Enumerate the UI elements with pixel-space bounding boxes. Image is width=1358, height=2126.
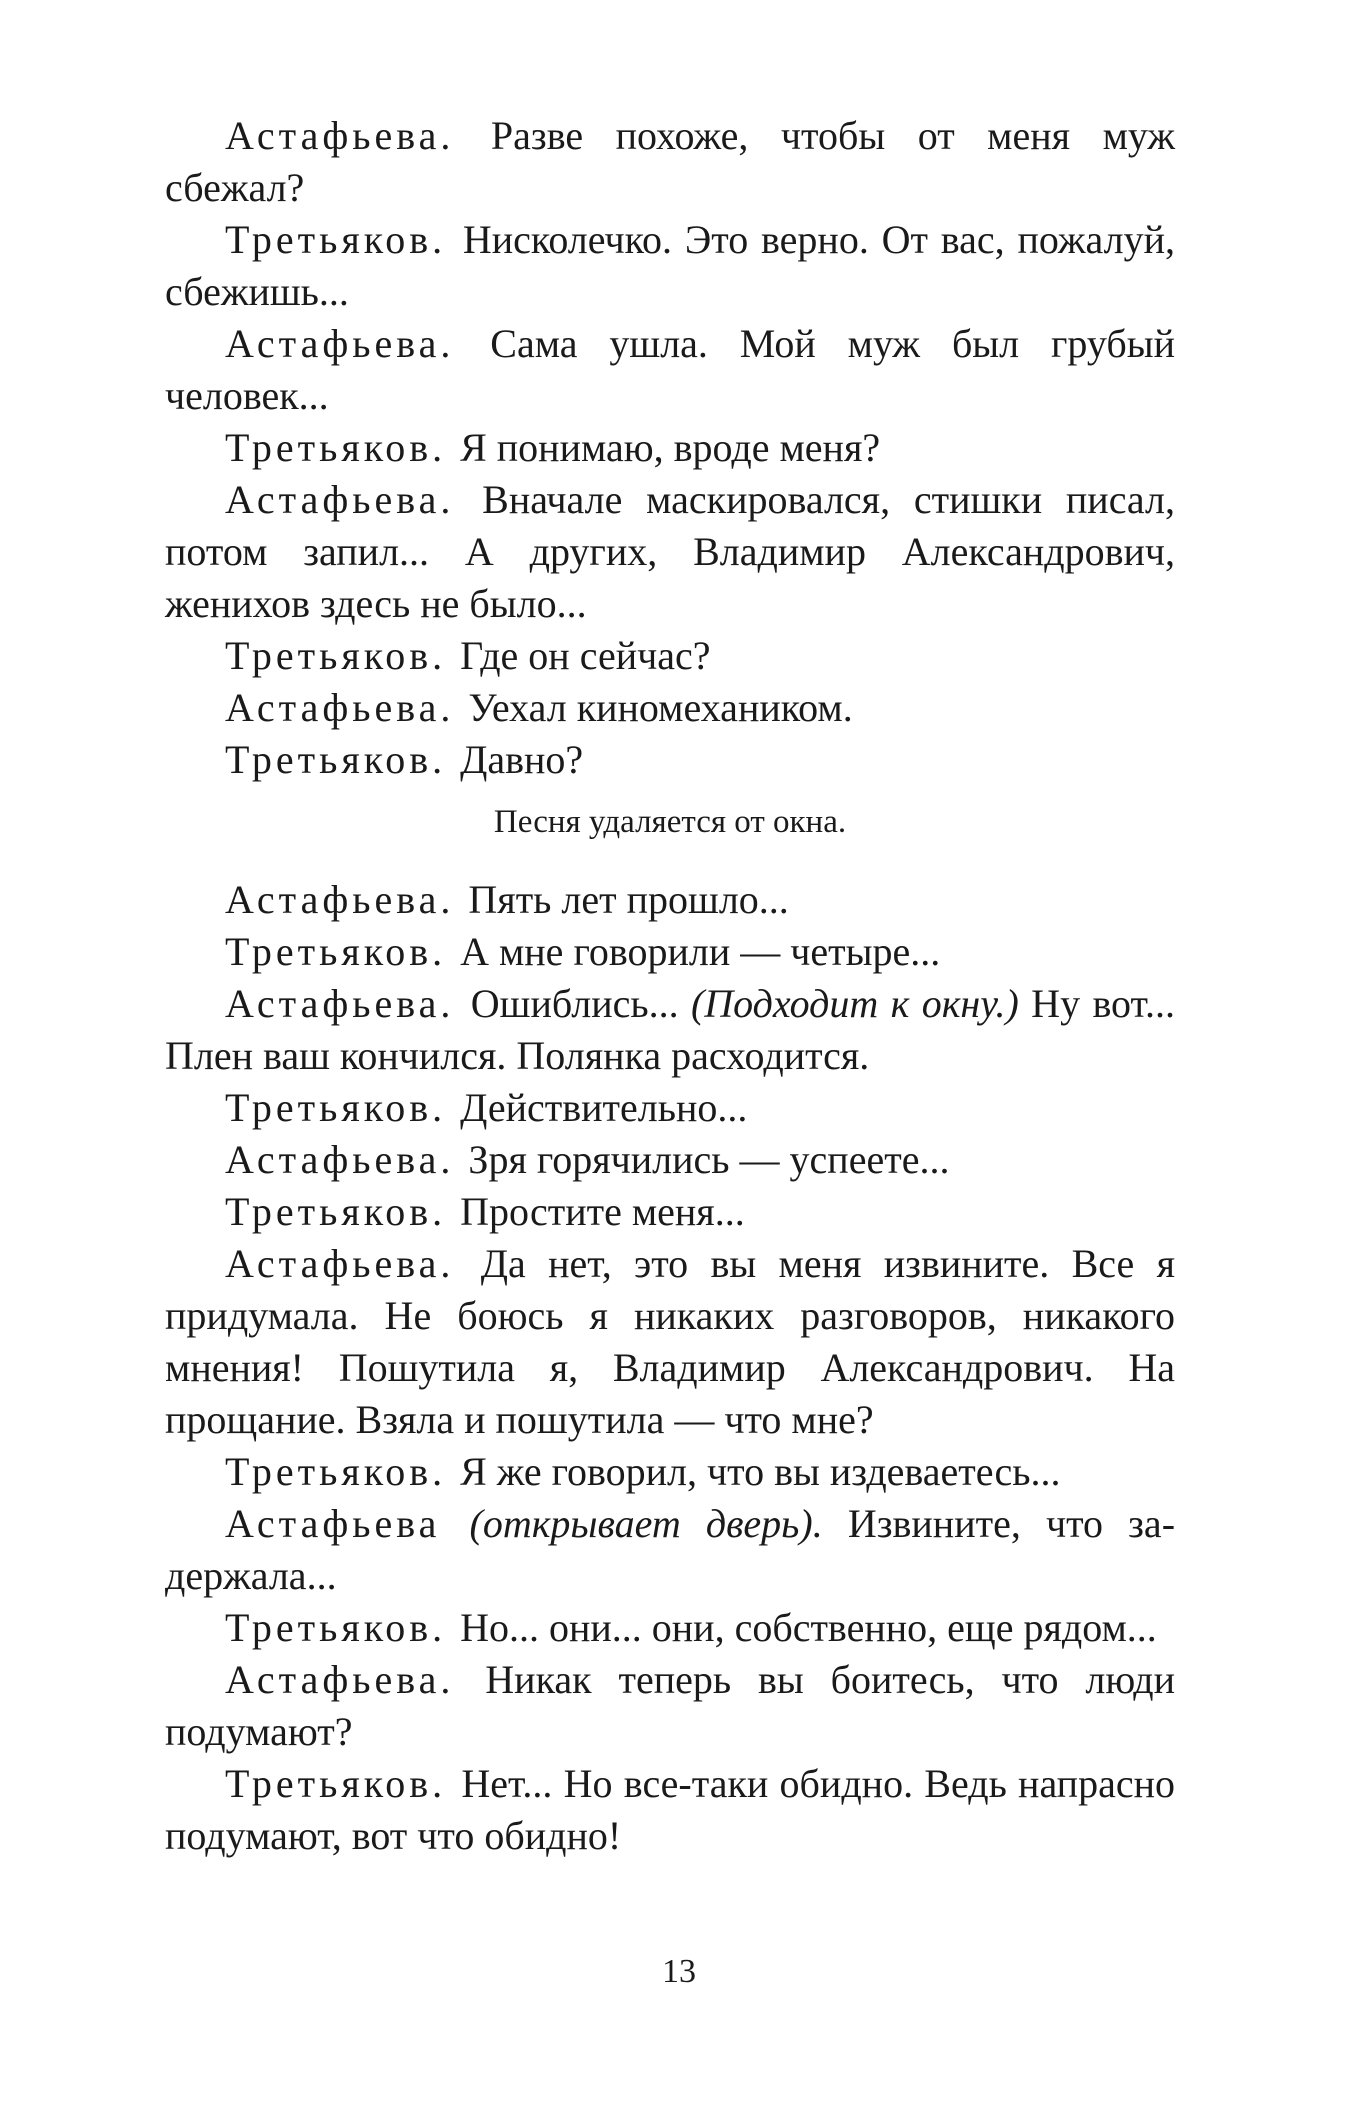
- speaker-name: Третьяков.: [225, 1761, 447, 1806]
- dialogue-line: [165, 682, 1175, 734]
- inline-stage-direction: (открывает дверь).: [469, 1501, 823, 1546]
- dialogue-line: [165, 1446, 1175, 1498]
- inline-stage-direction: (Подходит к окну.): [690, 981, 1019, 1026]
- speech-text: Пять лет прошло...: [458, 877, 789, 922]
- speech-text: [444, 1501, 469, 1546]
- speaker-name: Астафьева.: [225, 321, 455, 366]
- dialogue-line: [165, 926, 1175, 978]
- speaker-name: Третьяков.: [225, 1085, 447, 1130]
- speech-text: Простите меня...: [450, 1189, 745, 1234]
- speaker-name: Третьяков.: [225, 737, 447, 782]
- dialogue-line: [165, 1082, 1175, 1134]
- speaker-name: Третьяков.: [225, 425, 447, 470]
- speaker-name: Третьяков.: [225, 1449, 447, 1494]
- speech-text: Ну вот... Плен ваш кончился. Полянка расходится.: [165, 981, 1176, 1078]
- speech-text: Зря горячились — успеете...: [458, 1137, 950, 1182]
- speech-text: Давно?: [450, 737, 584, 782]
- speaker-name: Третьяков.: [225, 1605, 447, 1650]
- speaker-name: Астафьева.: [225, 877, 455, 922]
- page-number: 13: [662, 1953, 696, 1990]
- dialogue-line: [165, 422, 1175, 474]
- speech-text: Я же говорил, что вы издеваетесь...: [450, 1449, 1061, 1494]
- speaker-name: Астафьева.: [225, 113, 455, 158]
- speaker-name: Третьяков.: [225, 217, 447, 262]
- speech-text: Сама ушла. Мой муж был грубый человек...: [165, 321, 1175, 418]
- speaker-name: Астафьева: [225, 1501, 441, 1546]
- speaker-name: Третьяков.: [225, 1189, 447, 1234]
- speech-text: Где он сейчас?: [450, 633, 711, 678]
- speaker-name: Астафьева.: [225, 1241, 455, 1286]
- speaker-name: Астафьева.: [225, 477, 455, 522]
- speech-text: Уехал киномехаником.: [458, 685, 853, 730]
- dialogue-line: [165, 1186, 1175, 1238]
- dialogue-line: [165, 630, 1175, 682]
- dialogue-line: [165, 978, 1175, 1082]
- dialogue-line: [165, 110, 1175, 214]
- dialogue-line: [165, 1134, 1175, 1186]
- speaker-name: Астафьева.: [225, 1137, 455, 1182]
- stage-direction: Песня удаляется от окна.: [493, 804, 847, 840]
- speaker-name: Астафьева.: [225, 1657, 455, 1702]
- speech-text: Нисколечко. Это верно. От вас, пожалуй, сбежишь...: [165, 217, 1175, 314]
- speech-text: Но... они... они, собственно, еще рядом...: [450, 1605, 1157, 1650]
- speech-text: А мне говорили — четыре...: [450, 929, 941, 974]
- dialogue-line: [165, 1602, 1175, 1654]
- book-page: [165, 110, 1175, 1862]
- speech-text: Нет... Но все-таки обидно. Ведь напрасно подумают, вот что обидно!: [165, 1761, 1175, 1858]
- speaker-name: Астафьева.: [225, 981, 455, 1026]
- dialogue-line: [165, 874, 1175, 926]
- dialogue-line: [165, 1654, 1175, 1758]
- speaker-name: Астафьева.: [225, 685, 455, 730]
- dialogue-line: [165, 474, 1175, 630]
- speech-text: Ошиблись...: [458, 981, 691, 1026]
- dialogue-line: [165, 1758, 1175, 1862]
- speech-text: Вначале маскировался, стишки писал, потом запил... А других, Владимир Александрович, женихов здесь не было...: [165, 477, 1175, 626]
- speaker-name: Третьяков.: [225, 929, 447, 974]
- dialogue-line: [165, 214, 1175, 318]
- speech-text: Да нет, это вы меня извините. Все я придумала. Не боюсь я никаких разговоров, никакого мнения! Пошутила я, Владимир Александрович. На прощание. Взяла и пошутила — что мне?: [165, 1241, 1175, 1442]
- dialogue-line: [165, 1238, 1175, 1446]
- speaker-name: Третьяков.: [225, 633, 447, 678]
- dialogue-line: [165, 734, 1175, 786]
- dialogue-line: [165, 318, 1175, 422]
- speech-text: Я понимаю, вроде меня?: [450, 425, 881, 470]
- speech-text: Действительно...: [450, 1085, 748, 1130]
- speech-text: Никак теперь вы боитесь, что люди подумают?: [165, 1657, 1175, 1754]
- speech-text: Разве похоже, чтобы от меня муж сбежал?: [165, 113, 1175, 210]
- dialogue-line: [165, 1498, 1175, 1602]
- speech-text: Извините, что задержала...: [165, 1501, 1176, 1598]
